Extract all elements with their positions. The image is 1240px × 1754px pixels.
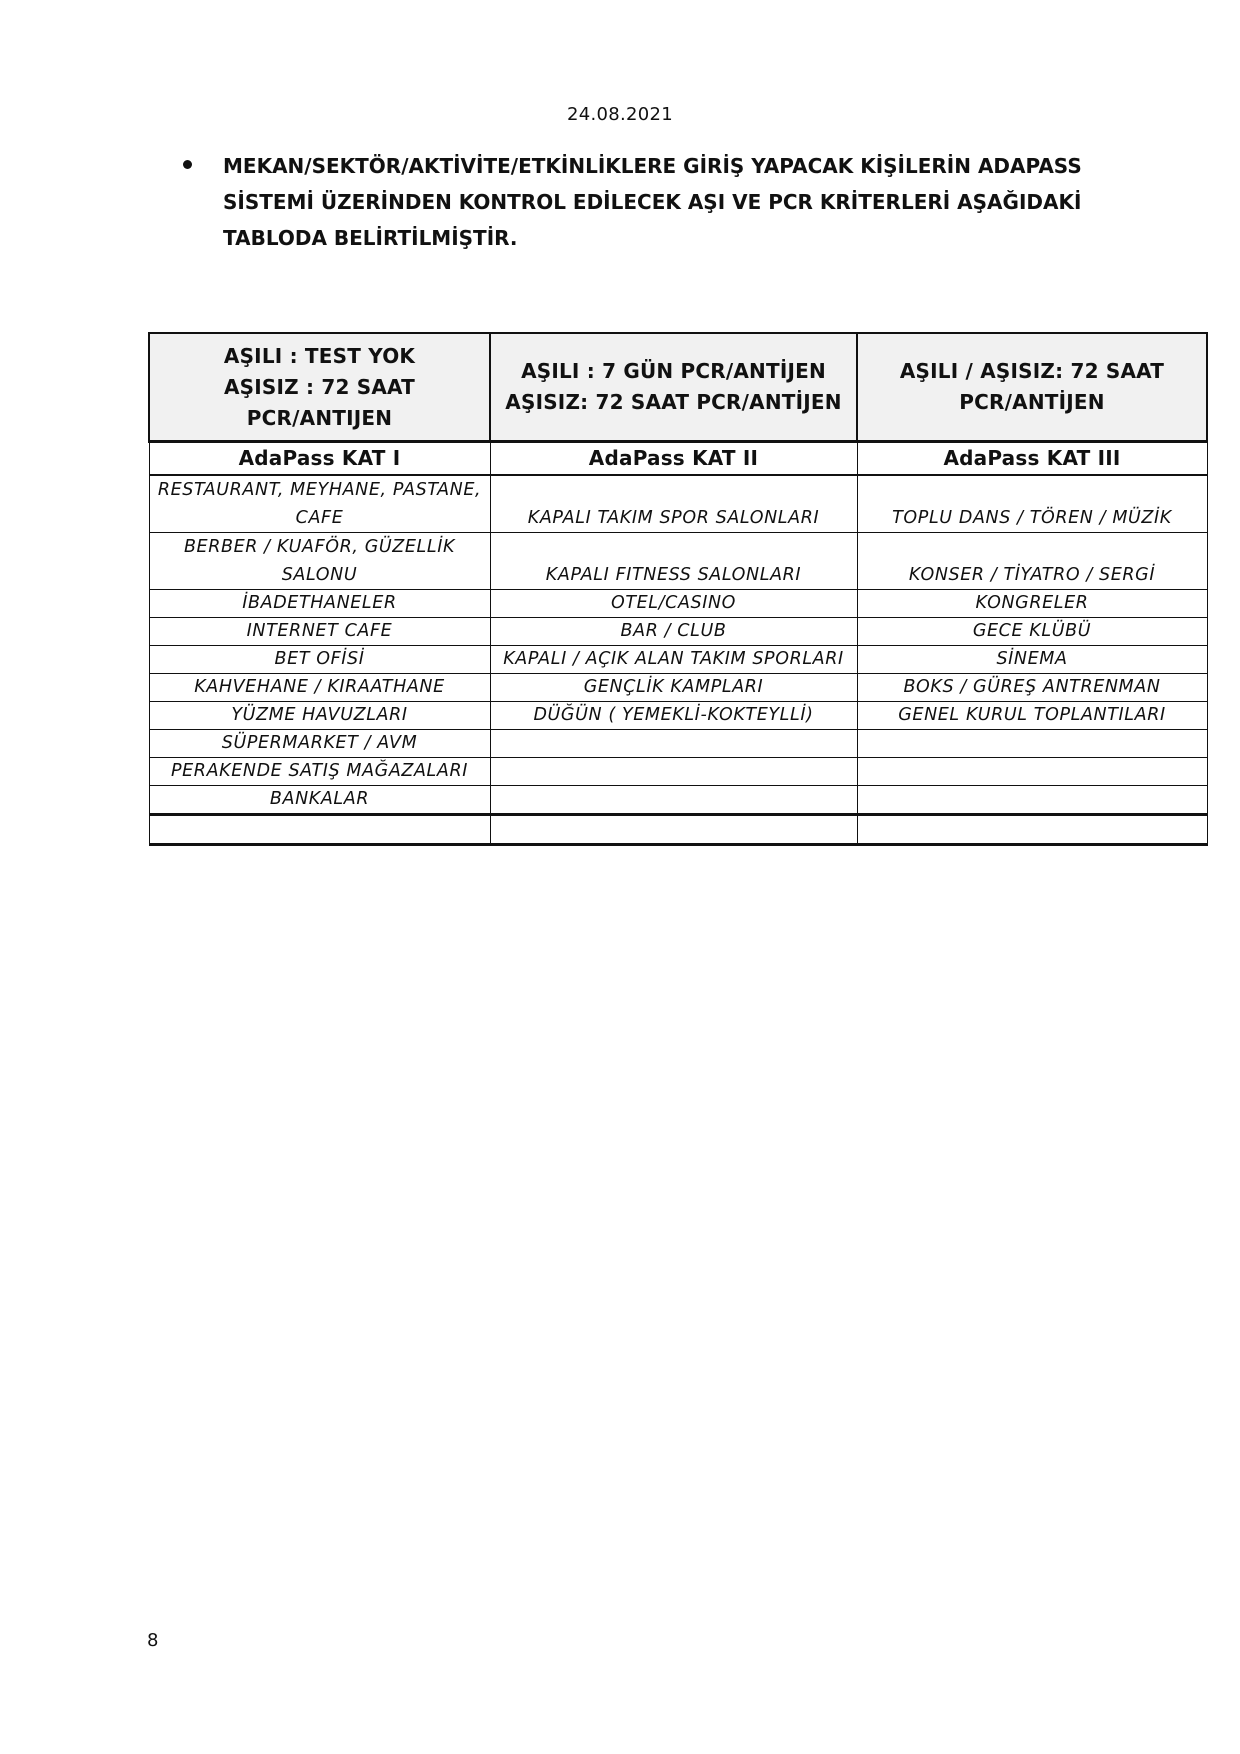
adapass-criteria-table bbox=[148, 332, 1208, 846]
table-row bbox=[149, 618, 1207, 646]
table-cell: GENEL KURUL TOPLANTILARI bbox=[857, 702, 1207, 730]
criteria-cell-kat2 bbox=[490, 333, 857, 442]
table-cell: BAR / CLUB bbox=[490, 618, 857, 646]
category-kat3: AdaPass KAT III bbox=[857, 442, 1207, 476]
table-cell bbox=[490, 730, 857, 758]
table-cell bbox=[490, 786, 857, 815]
table-cell: TOPLU DANS / TÖREN / MÜZİK bbox=[857, 475, 1207, 533]
table-row bbox=[149, 674, 1207, 702]
table-cell: PERAKENDE SATIŞ MAĞAZALARI bbox=[149, 758, 490, 786]
table-cell: INTERNET CAFE bbox=[149, 618, 490, 646]
table-cell: BANKALAR bbox=[149, 786, 490, 815]
table-cell: KAPALI TAKIM SPOR SALONLARI bbox=[490, 475, 857, 533]
table-cell bbox=[857, 815, 1207, 845]
criteria-line: AŞISIZ : 72 SAAT PCR/ANTIJEN bbox=[223, 374, 416, 430]
intro-text: MEKAN/SEKTÖR/AKTİVİTE/ETKİNLİKLERE GİRİŞ YAPACAK KİŞİLERİN ADAPASS SİSTEMİ ÜZERİNDEN KONTROL EDİLECEK AŞI VE PCR KRİTERLERİ AŞAĞIDAKİ TABLODA BELİRTİLMİŞTİR. bbox=[223, 154, 1082, 250]
page-number: 8 bbox=[147, 1630, 159, 1651]
table-cell: BET OFİSİ bbox=[149, 646, 490, 674]
table-cell: İBADETHANELER bbox=[149, 590, 490, 618]
criteria-line: PCR/ANTİJEN bbox=[959, 390, 1105, 414]
table-row bbox=[149, 786, 1207, 815]
category-kat1: AdaPass KAT I bbox=[149, 442, 490, 476]
table-cell: YÜZME HAVUZLARI bbox=[149, 702, 490, 730]
criteria-line: AŞILI / AŞISIZ: 72 SAAT bbox=[899, 359, 1165, 383]
table-cell: KAPALI FITNESS SALONLARI bbox=[490, 533, 857, 590]
table-cell: KAPALI / AÇIK ALAN TAKIM SPORLARI bbox=[490, 646, 857, 674]
category-kat2: AdaPass KAT II bbox=[490, 442, 857, 476]
table-cell: KAHVEHANE / KIRAATHANE bbox=[149, 674, 490, 702]
table-row bbox=[149, 815, 1207, 845]
table-cell: BOKS / GÜREŞ ANTRENMAN bbox=[857, 674, 1207, 702]
table-row bbox=[149, 475, 1207, 533]
criteria-line: AŞILI : 7 GÜN PCR/ANTİJEN bbox=[521, 359, 826, 383]
table-row bbox=[149, 646, 1207, 674]
table-row bbox=[149, 758, 1207, 786]
bullet-icon bbox=[183, 160, 192, 169]
criteria-cell-kat1 bbox=[149, 333, 490, 442]
table-cell: DÜĞÜN ( YEMEKLİ-KOKTEYLLİ) bbox=[490, 702, 857, 730]
table-cell: KONGRELER bbox=[857, 590, 1207, 618]
table-row bbox=[149, 533, 1207, 590]
table-cell: SİNEMA bbox=[857, 646, 1207, 674]
document-date: 24.08.2021 bbox=[566, 104, 674, 125]
table-cell bbox=[857, 786, 1207, 815]
table-cell: BERBER / KUAFÖR, GÜZELLİK SALONU bbox=[149, 533, 490, 590]
table-cell: GECE KLÜBÜ bbox=[857, 618, 1207, 646]
criteria-cell-kat3 bbox=[857, 333, 1207, 442]
table-cell bbox=[490, 758, 857, 786]
criteria-line: AŞISIZ: 72 SAAT PCR/ANTİJEN bbox=[505, 390, 842, 414]
criteria-header-row bbox=[149, 333, 1207, 442]
table-cell: KONSER / TİYATRO / SERGİ bbox=[857, 533, 1207, 590]
table-cell: SÜPERMARKET / AVM bbox=[149, 730, 490, 758]
category-header-row bbox=[149, 442, 1207, 476]
table-cell: OTEL/CASINO bbox=[490, 590, 857, 618]
table-row bbox=[149, 590, 1207, 618]
table-cell: GENÇLİK KAMPLARI bbox=[490, 674, 857, 702]
table-cell bbox=[857, 758, 1207, 786]
table-cell bbox=[490, 815, 857, 845]
table-row bbox=[149, 702, 1207, 730]
table-cell bbox=[857, 730, 1207, 758]
table-cell bbox=[149, 815, 490, 845]
table-cell: RESTAURANT, MEYHANE, PASTANE, CAFE bbox=[149, 475, 490, 533]
criteria-line: AŞILI : TEST YOK bbox=[223, 343, 416, 368]
table-row bbox=[149, 730, 1207, 758]
